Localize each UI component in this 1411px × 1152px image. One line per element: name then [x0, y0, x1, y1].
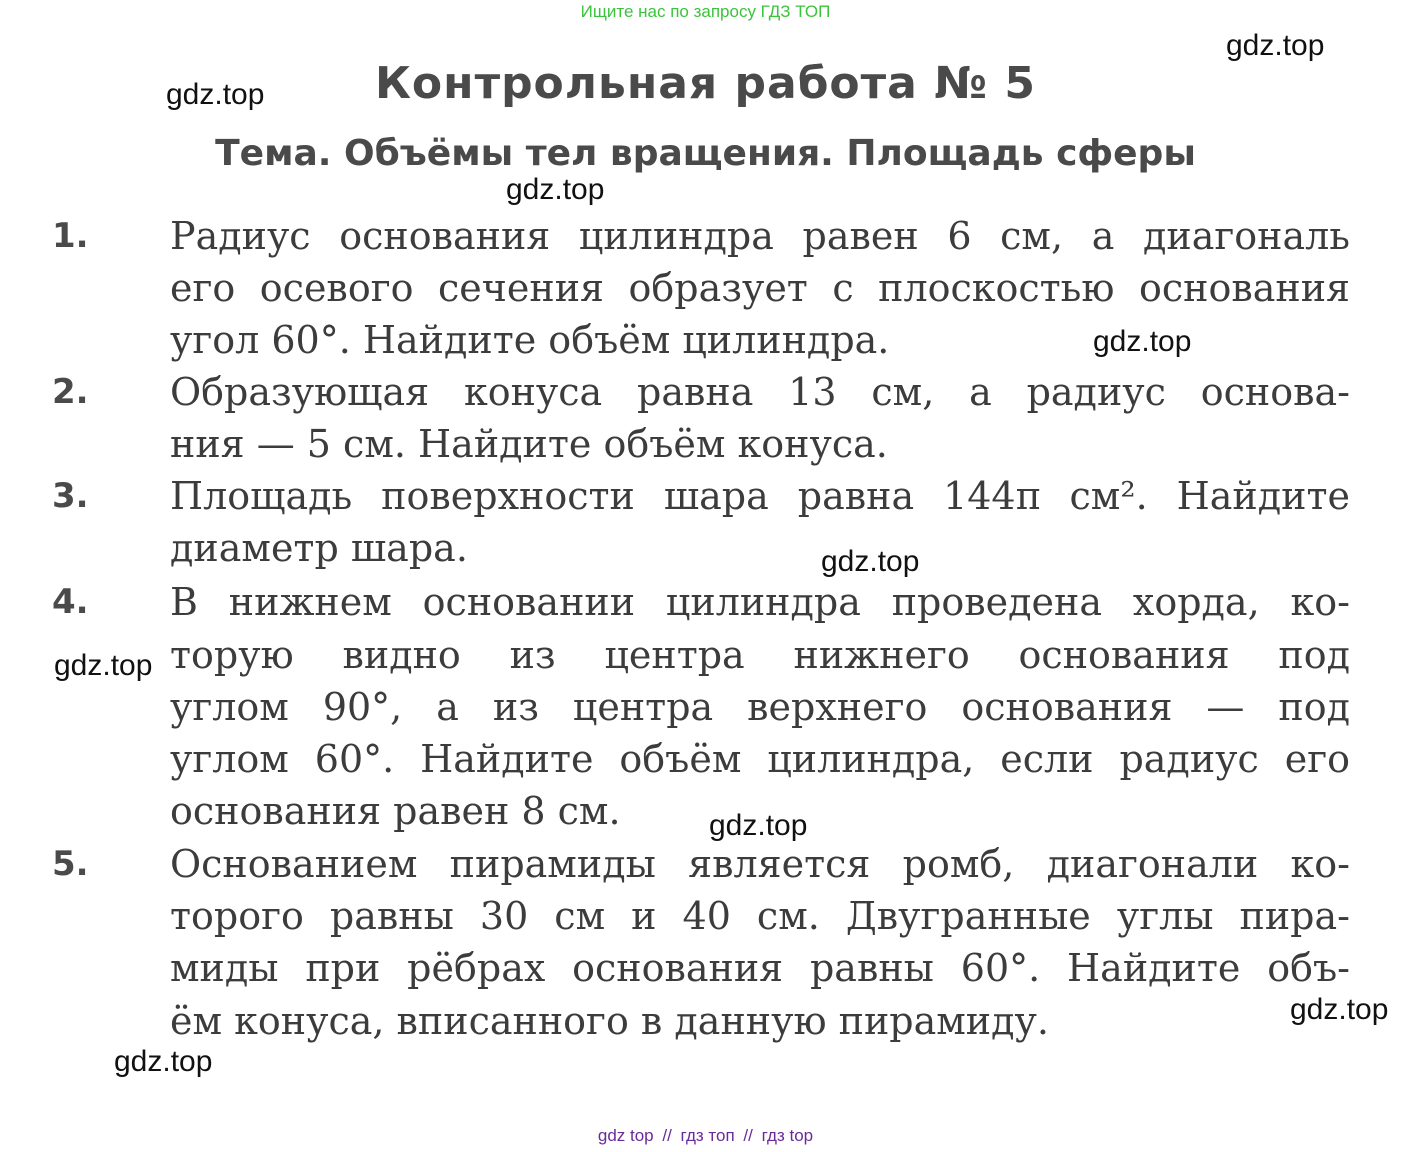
footer-separator: //	[662, 1126, 672, 1145]
footer-link-2[interactable]: гдз топ	[680, 1126, 735, 1145]
page-title: Контрольная работа № 5	[374, 58, 1037, 109]
watermark: gdz.top	[821, 545, 920, 578]
problem-4-line-4: углом 60°. Найдите объём цилиндра, если радиус его	[170, 737, 1350, 781]
problem-4-line-3: углом 90°, а из центра верхнего основания — под	[170, 685, 1350, 729]
problem-3-line-1: Площадь поверхности шара равна 144π см². Найдите	[170, 474, 1350, 518]
watermark: gdz.top	[1093, 325, 1192, 358]
watermark: gdz.top	[1290, 993, 1389, 1026]
footer-link-1[interactable]: gdz top	[597, 1126, 654, 1145]
footer	[0, 1124, 1411, 1148]
problem-1-line-2: его осевого сечения образует с плоскостью основания	[170, 266, 1350, 310]
problem-number-1: 1.	[52, 216, 89, 256]
problem-4-line-5: основания равен 8 см.	[170, 789, 621, 833]
problem-number-2: 2.	[52, 372, 89, 412]
top-banner: Ищите нас по запросу ГДЗ ТОП	[580, 2, 831, 21]
problem-5-line-2: торого равны 30 см и 40 см. Двугранные углы пира-	[170, 894, 1350, 938]
problem-number-3: 3.	[52, 476, 89, 516]
watermark: gdz.top	[709, 809, 808, 842]
watermark: gdz.top	[166, 78, 265, 111]
watermark: gdz.top	[54, 649, 153, 682]
watermark: gdz.top	[114, 1045, 213, 1078]
problem-number-5: 5.	[52, 844, 89, 884]
problem-1-line-3: угол 60°. Найдите объём цилиндра.	[170, 318, 890, 362]
problem-5-line-4: ём конуса, вписанного в данную пирамиду.	[170, 999, 1049, 1043]
problem-2-line-2: ния — 5 см. Найдите объём конуса.	[170, 422, 888, 466]
problem-5-line-3: миды при рёбрах основания равны 60°. Найдите объ-	[170, 946, 1350, 990]
problem-number-4: 4.	[52, 582, 89, 622]
problem-4-line-2: торую видно из центра нижнего основания под	[170, 633, 1350, 677]
footer-separator: //	[743, 1126, 753, 1145]
problem-4-line-1: В нижнем основании цилиндра проведена хорда, ко-	[170, 580, 1350, 624]
footer-link-3[interactable]: гдз top	[761, 1126, 814, 1145]
page-subtitle: Тема. Объёмы тел вращения. Площадь сферы	[215, 133, 1196, 174]
problem-1-line-1: Радиус основания цилиндра равен 6 см, а диагональ	[170, 214, 1350, 258]
problem-5-line-1: Основанием пирамиды является ромб, диагонали ко-	[170, 842, 1350, 886]
watermark: gdz.top	[1226, 29, 1325, 62]
problem-3-line-2: диаметр шара.	[170, 526, 468, 570]
problem-2-line-1: Образующая конуса равна 13 см, а радиус основа-	[170, 370, 1350, 414]
watermark: gdz.top	[506, 173, 605, 206]
